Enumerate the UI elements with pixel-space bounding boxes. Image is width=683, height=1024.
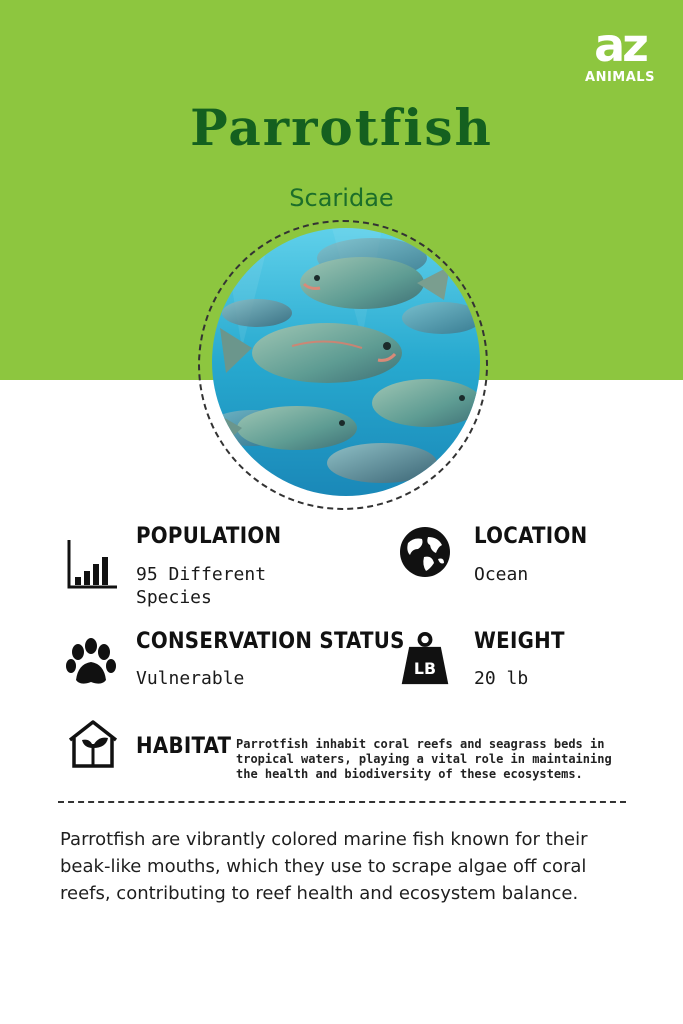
globe-icon bbox=[398, 525, 452, 579]
conservation-label: CONSERVATION STATUS bbox=[136, 629, 405, 654]
parrotfish-photo bbox=[212, 228, 480, 496]
parrotfish-school-illustration bbox=[212, 228, 480, 496]
weight-value: 20 lb bbox=[474, 668, 529, 689]
weight-icon bbox=[398, 632, 452, 686]
logo-wordmark: ANIMALS bbox=[585, 70, 655, 85]
weight-icon-text: LB bbox=[413, 658, 437, 678]
paw-icon bbox=[64, 636, 118, 690]
population-label: POPULATION bbox=[136, 524, 282, 549]
weight-label: WEIGHT bbox=[474, 629, 565, 654]
house-plant-icon bbox=[66, 718, 120, 772]
location-label: LOCATION bbox=[474, 524, 588, 549]
location-value: Ocean bbox=[474, 564, 529, 585]
population-value-line2: Species bbox=[136, 587, 212, 608]
section-divider bbox=[58, 801, 626, 803]
animal-title: Parrotfish bbox=[190, 98, 493, 157]
habitat-description: Parrotfish inhabit coral reefs and seagrass beds in tropical waters, playing a vital role in maintaining the health and biodiversity of these ecosystems. bbox=[236, 737, 612, 781]
population-value-line1: 95 Different bbox=[136, 564, 267, 585]
conservation-value: Vulnerable bbox=[136, 668, 245, 689]
az-animals-logo[interactable] bbox=[579, 18, 661, 86]
bar-chart-icon bbox=[66, 537, 120, 591]
scientific-name: Scaridae bbox=[289, 184, 394, 212]
habitat-label: HABITAT bbox=[136, 734, 232, 759]
animal-description: Parrotfish are vibrantly colored marine fish known for their beak-like mouths, which they use to scrape algae off coral reefs, contributing to reef health and ecosystem balance. bbox=[60, 829, 588, 904]
logo-mark: az bbox=[594, 18, 646, 72]
